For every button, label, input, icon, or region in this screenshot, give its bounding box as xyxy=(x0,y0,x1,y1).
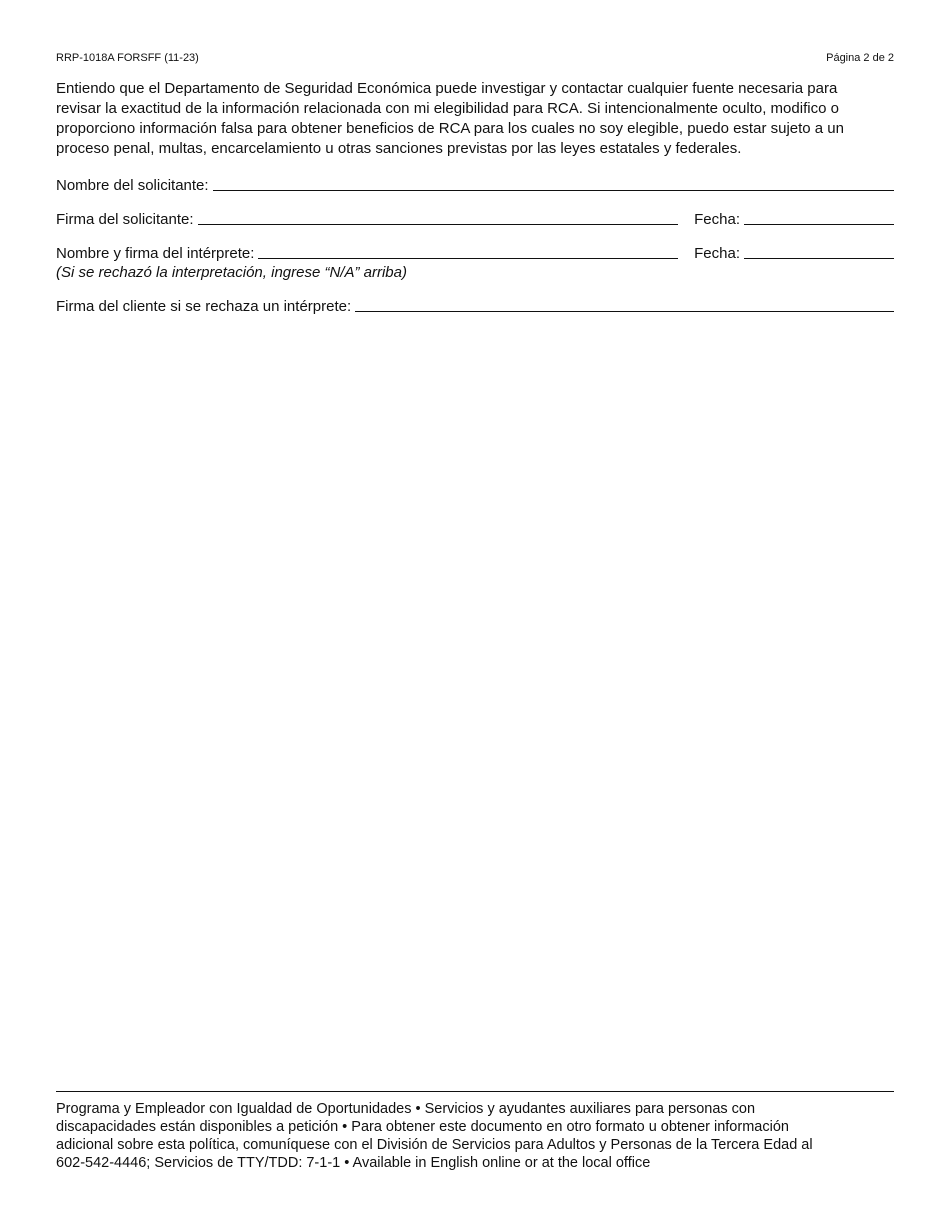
applicant-signature-label: Firma del solicitante: xyxy=(56,211,194,228)
page-number: Página 2 de 2 xyxy=(826,52,894,64)
footer-divider xyxy=(56,1091,894,1092)
interpreter-note: (Si se rechazó la interpretación, ingrese “N/A” arriba) xyxy=(56,264,407,281)
interpreter-label: Nombre y firma del intérprete: xyxy=(56,245,255,262)
statement-line: Entiendo que el Departamento de Seguridad Económica puede investigar y contactar cualquier fuente necesaria para xyxy=(56,80,838,97)
client-signature-field[interactable] xyxy=(355,311,894,312)
footer-line: adicional sobre esta política, comuníquese con el División de Servicios para Adultos y Personas de la Tercera Edad al xyxy=(56,1137,813,1153)
footer-line: Programa y Empleador con Igualdad de Oportunidades • Servicios y ayudantes auxiliares para personas con xyxy=(56,1101,756,1117)
date-label: Fecha: xyxy=(694,245,740,262)
statement-line: revisar la exactitud de la información relacionada con mi elegibilidad para RCA. Si intencionalmente oculto, modifico o xyxy=(56,100,839,117)
footer-line: discapacidades están disponibles a petición • Para obtener este documento en otro formato u obtener información xyxy=(56,1119,789,1135)
date-label: Fecha: xyxy=(694,211,740,228)
interpreter-date-field[interactable] xyxy=(744,258,894,259)
applicant-date-field[interactable] xyxy=(744,224,894,225)
footer-notice xyxy=(56,1100,813,1172)
applicant-name-field[interactable] xyxy=(213,190,894,191)
interpreter-field[interactable] xyxy=(258,258,678,259)
footer-line: 602-542-4446; Servicios de TTY/TDD: 7-1-1 • Available in English online or at the local office xyxy=(56,1155,651,1171)
applicant-name-label: Nombre del solicitante: xyxy=(56,177,209,194)
statement-paragraph xyxy=(56,79,906,159)
applicant-signature-field[interactable] xyxy=(198,224,679,225)
statement-line: proceso penal, multas, encarcelamiento u otras sanciones previstas por las leyes estatales y federales. xyxy=(56,140,742,157)
applicant-name-row xyxy=(56,174,894,194)
applicant-signature-row xyxy=(56,208,894,228)
statement-line: proporciono información falsa para obtener beneficios de RCA para los cuales no soy elegible, puedo estar sujeto a un xyxy=(56,120,844,137)
client-signature-label: Firma del cliente si se rechaza un intérprete: xyxy=(56,298,352,315)
form-id: RRP-1018A FORSFF (11-23) xyxy=(56,52,199,64)
client-signature-row xyxy=(56,295,894,315)
interpreter-row xyxy=(56,242,894,262)
